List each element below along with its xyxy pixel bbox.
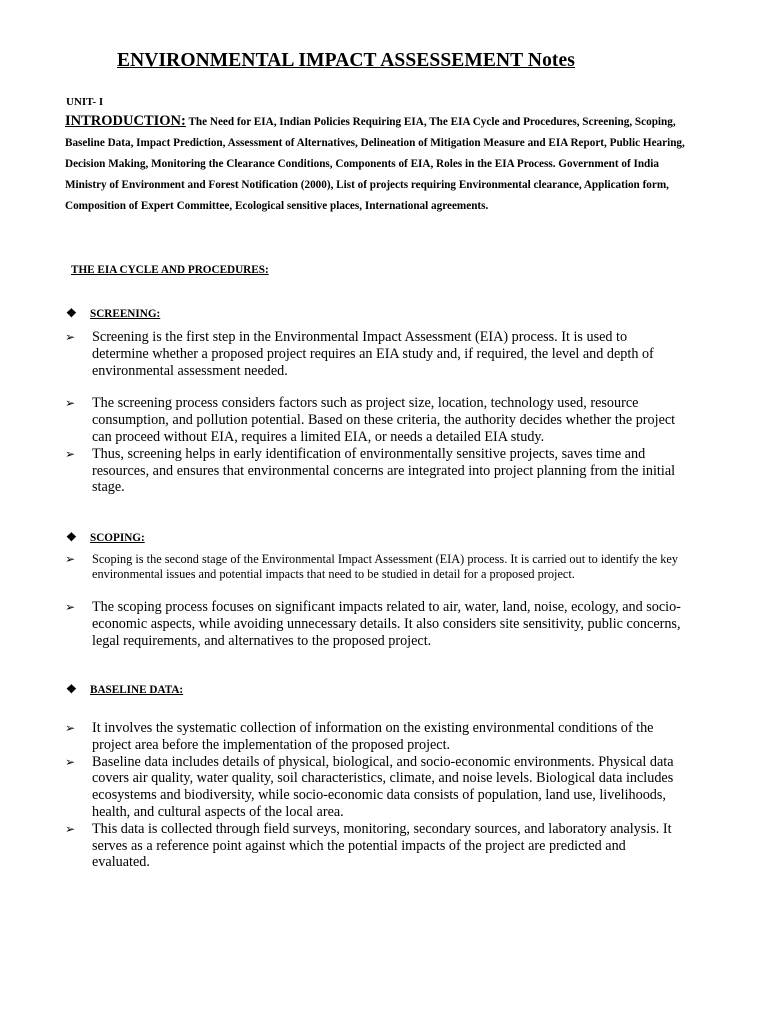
diamond-bullet-icon: ❖ xyxy=(66,530,77,544)
list-item-text: Baseline data includes details of physical, biological, and socio-economic environments. Physical data covers air quality, water quality, soil characteristics, climate, and noise levels. Biological data includes ecosystems and biodiversity, while socio-economic data consists of population, land use, livelihoods, health, and cultural aspects of the local area. xyxy=(92,753,674,820)
list-item xyxy=(65,446,685,496)
diamond-bullet-icon: ❖ xyxy=(66,306,77,320)
introduction-paragraph xyxy=(65,111,695,217)
arrow-bullet-icon: ➢ xyxy=(65,754,76,769)
list-item-text: Thus, screening helps in early identification of environmentally sensitive projects, saves time and resources, and ensures that environmental concerns are integrated into project planning from the initial stage. xyxy=(92,445,676,496)
list-item-text: Scoping is the second stage of the Environmental Impact Assessment (EIA) process. It is carried out to identify the key environmental issues and potential impacts that need to be studied in detail for a proposed project. xyxy=(92,552,679,582)
list-item xyxy=(65,821,685,871)
screening-heading-label: SCREENING: xyxy=(90,308,161,320)
baseline-heading xyxy=(66,682,183,697)
list-item xyxy=(65,329,685,379)
list-item xyxy=(65,754,685,821)
list-item-text: This data is collected through field surveys, monitoring, secondary sources, and laboratory analysis. It serves as a reference point against which the potential impacts of the project are predicted and evaluated. xyxy=(92,820,672,871)
diamond-bullet-icon: ❖ xyxy=(66,682,77,696)
introduction-label: INTRODUCTION: xyxy=(65,113,186,129)
arrow-bullet-icon: ➢ xyxy=(65,821,76,836)
arrow-bullet-icon: ➢ xyxy=(65,552,76,566)
baseline-list xyxy=(65,720,685,871)
list-item-text: The screening process considers factors such as project size, location, technology used, resource consumption, and pollution potential. Based on these criteria, the authority decides whether the project can proceed without EIA, requires a limited EIA, or needs a detailed EIA study. xyxy=(92,395,676,445)
arrow-bullet-icon: ➢ xyxy=(65,721,76,735)
scoping-heading-label: SCOPING: xyxy=(90,532,145,544)
introduction-text: The Need for EIA, Indian Policies Requiring EIA, The EIA Cycle and Procedures, Screening, Scoping, Baseline Data, Impact Prediction, Assessment of Alternatives, Delineation of Mitigation Measure and EIA Report, Public Hearing, Decision Making, Monitoring the Clearance Conditions, Components of EIA, Roles in the EIA Process. Government of India Ministry of Environment and Forest Notification (2000), List of projects requiring Environmental clearance, Application form, Composition of Expert Committee, Ecological sensitive places, International agreements. xyxy=(65,116,685,212)
screening-heading xyxy=(66,306,160,321)
list-item xyxy=(65,720,685,754)
unit-label: UNIT- I xyxy=(66,96,104,108)
scoping-list xyxy=(65,552,685,650)
arrow-bullet-icon: ➢ xyxy=(65,396,76,411)
list-item-text: Screening is the first step in the Environmental Impact Assessment (EIA) process. It is used to determine whether a proposed project requires an EIA study and, if required, the level and depth of environmental assessment needed. xyxy=(92,329,654,379)
screening-list xyxy=(65,329,685,496)
page-title: ENVIRONMENTAL IMPACT ASSESSEMENT Notes xyxy=(117,50,575,71)
list-item xyxy=(65,395,685,445)
list-item-text: It involves the systematic collection of information on the existing environmental conditions of the project area before the implementation of the proposed project. xyxy=(92,720,654,753)
section-heading: THE EIA CYCLE AND PROCEDURES: xyxy=(71,264,269,276)
arrow-bullet-icon: ➢ xyxy=(65,330,76,344)
list-item-text: The scoping process focuses on significant impacts related to air, water, land, noise, ecology, and socio-economic aspects, while avoiding unnecessary details. It also considers site sensitivity, public concerns, legal requirements, and alternatives to the proposed project. xyxy=(92,599,681,649)
baseline-heading-label: BASELINE DATA: xyxy=(90,684,184,696)
scoping-heading xyxy=(66,530,145,545)
arrow-bullet-icon: ➢ xyxy=(65,446,76,461)
arrow-bullet-icon: ➢ xyxy=(65,600,76,615)
list-item xyxy=(65,599,685,649)
list-item xyxy=(65,552,685,582)
